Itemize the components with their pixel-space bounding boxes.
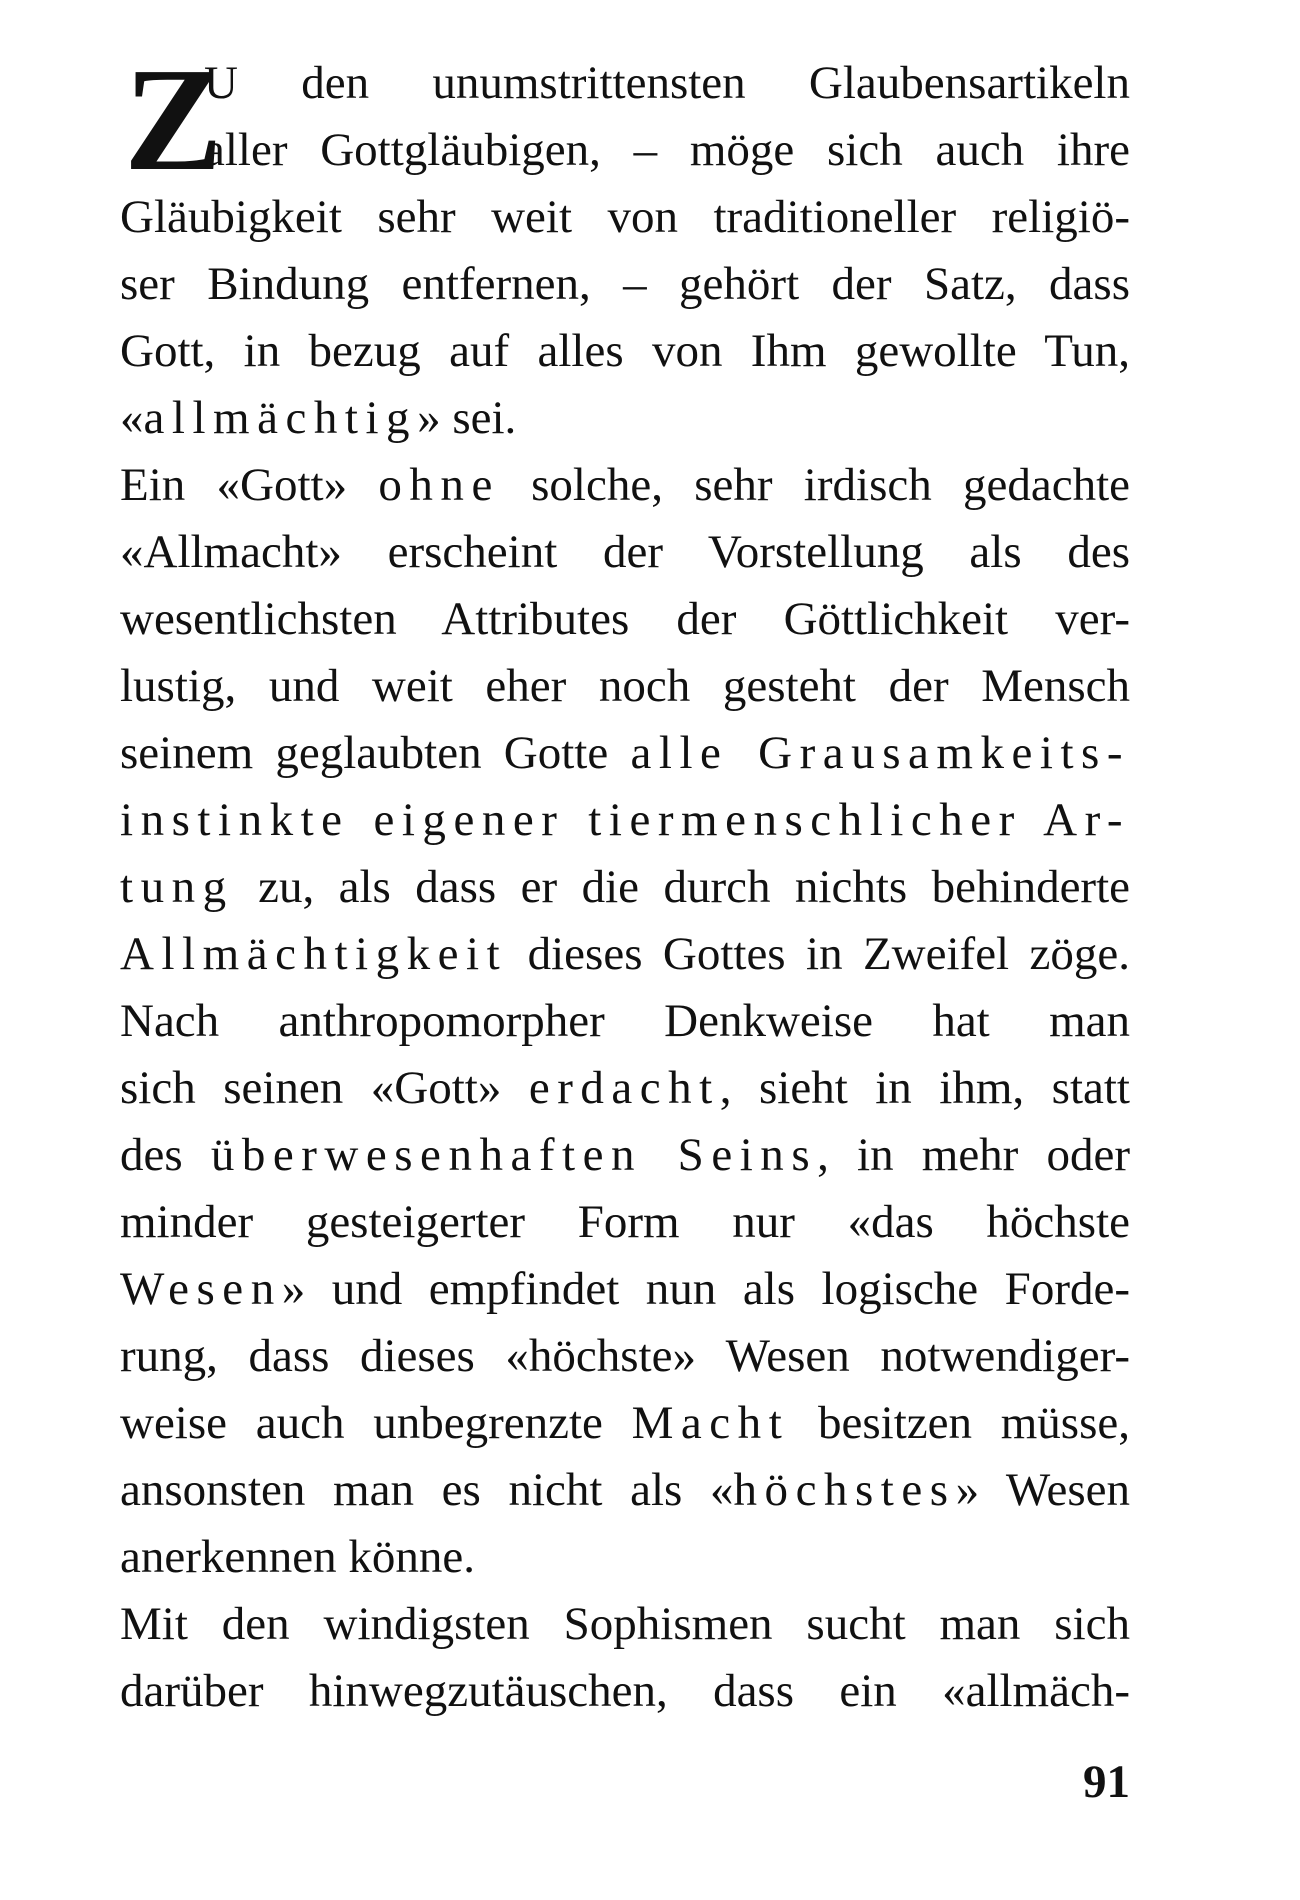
body-text [120,38,1131,1725]
text-line: anerkennen könne. [120,1531,475,1583]
text-line: Wesen» und empfindet nun als logische Forde- [120,1263,1130,1315]
emphasis: tung [120,861,234,913]
text-line: instinkte eigener tiermenschlicher Ar- [120,794,1130,846]
text-line: Allmächtigkeit dieses Gottes in Zweifel zöge. [120,928,1130,980]
text-line: rung, dass dieses «höchste» Wesen notwendiger- [120,1330,1130,1382]
text-line: «allmächtig» sei. [120,392,517,444]
text-line: Gott, in bezug auf alles von Ihm gewollte Tun, [120,325,1130,377]
text-line: tung zu, als dass er die durch nichts behinderte [120,861,1130,913]
emphasis: erdacht [528,1062,720,1114]
text-line: minder gesteigerter Form nur «das höchste [120,1196,1130,1248]
text-line: des überwesenhaften Seins, in mehr oder [120,1129,1130,1181]
text-line: «Allmacht» erscheint der Vorstellung als des [120,526,1130,578]
text-line: seinem geglaubten Gotte alle Grausamkeits- [120,727,1131,779]
emphasis: alle Grausamkeits- [630,727,1131,779]
text-line: Gläubigkeit sehr weit von traditioneller religiö- [120,191,1130,243]
text-line: ser Bindung entfernen, – gehört der Satz, dass [120,258,1130,310]
text-line: U den unumstrittensten Glaubensartikeln [204,57,1130,109]
emphasis: Macht [631,1397,790,1449]
text-line: ansonsten man es nicht als «höchstes» Wesen [120,1464,1131,1516]
text-line: weise auch unbegrenzte Macht besitzen müsse, [120,1397,1130,1449]
text-line: sich seinen «Gott» erdacht, sieht in ihm, statt [120,1062,1130,1114]
emphasis: allmächtig [143,392,418,444]
emphasis: höchstes [733,1464,956,1516]
page-number: 91 [1083,1756,1130,1808]
text-line: Nach anthropomorpher Denkweise hat man [120,995,1130,1047]
text-line: Mit den windigsten Sophismen sucht man sich [120,1598,1130,1650]
text-line: lustig, und weit eher noch gesteht der Mensch [120,660,1130,712]
text-line: darüber hinwegzutäuschen, dass ein «allmäch- [120,1665,1130,1717]
text-line: aller Gottgläubigen, – möge sich auch ihre [204,124,1130,176]
text-line: Ein «Gott» ohne solche, sehr irdisch gedachte [120,459,1131,511]
emphasis: ohne [378,459,500,511]
drop-cap: Z [124,38,223,202]
emphasis: überwesenhaften Seins [210,1129,818,1181]
emphasis: Wesen [120,1263,282,1315]
text-line: wesentlichsten Attributes der Göttlichkeit ver- [120,593,1130,645]
emphasis: Allmächtigkeit [120,928,508,980]
